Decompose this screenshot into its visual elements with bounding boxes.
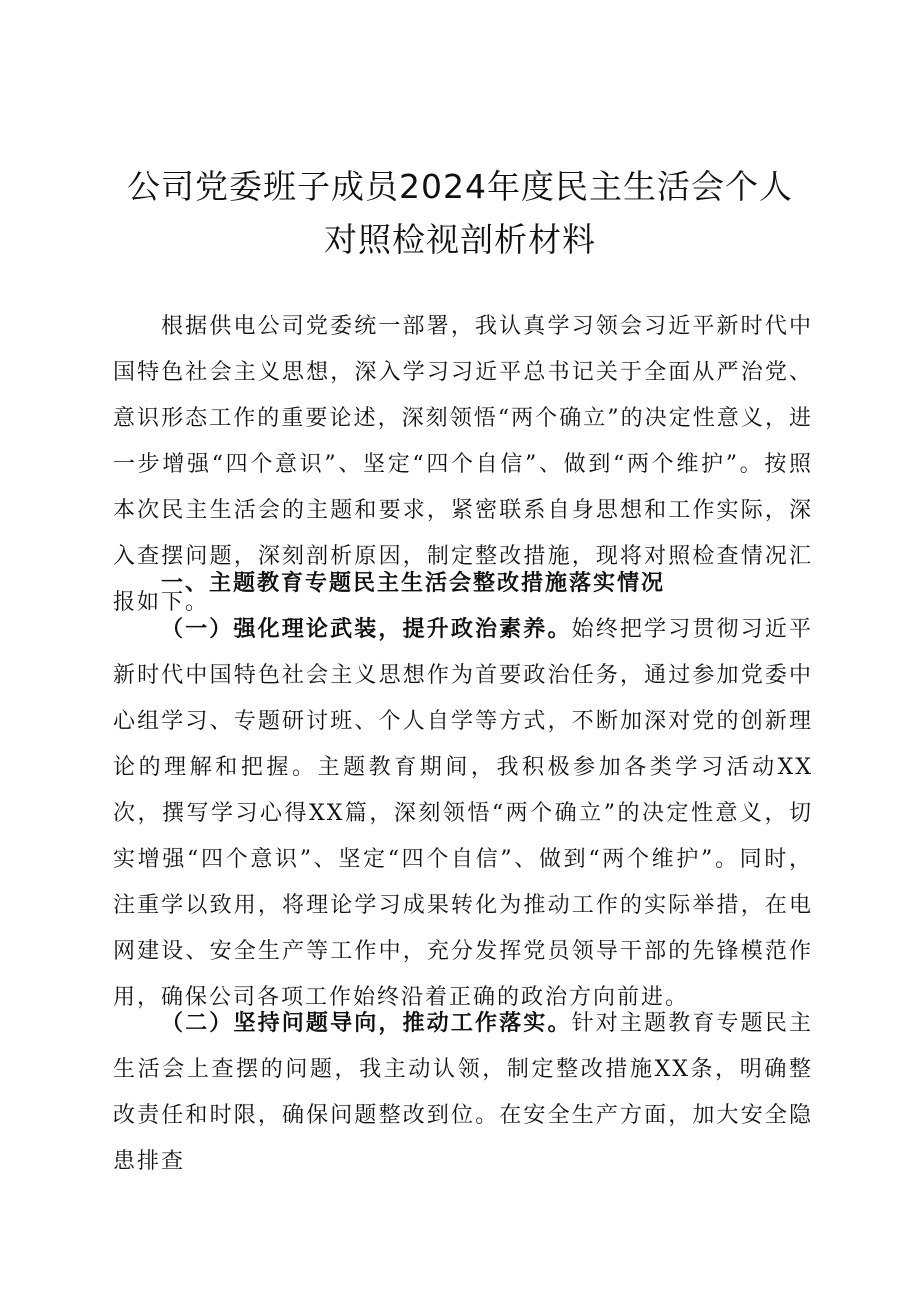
item2-lead: （二）坚持问题导向，推动工作落实。	[161, 1010, 572, 1036]
section1-heading: 一、主题教育专题民主生活会整改措施落实情况	[161, 570, 666, 596]
document-title-line1: 公司党委班子成员2024年度民主生活会个人	[127, 167, 793, 206]
item1-paragraph	[113, 606, 813, 1021]
item1-lead: （一）强化理论武装，提升政治素养。	[161, 616, 572, 642]
document-title-line2: 对照检视剖析材料	[324, 220, 596, 259]
item2-paragraph	[113, 1000, 813, 1185]
item1-body: 始终把学习贯彻习近平新时代中国特色社会主义思想作为首要政治任务，通过参加党委中心组学习、专题研讨班、个人自学等方式，不断加深对党的创新理论的理解和把握。主题教育期间，我积极参加各类学习活动XX次，撰写学习心得XX篇，深刻领悟“两个确立”的决定性意义，切实增强“四个意识”、坚定“四个自信”、做到“两个维护”。同时，注重学以致用，将理论学习成果转化为推动工作的实际举措，在电网建设、安全生产等工作中，充分发挥党员领导干部的先锋模范作用，确保公司各项工作始终沿着正确的政治方向前进。	[113, 617, 813, 1010]
intro-paragraph: 根据供电公司党委统一部署，我认真学习领会习近平新时代中国特色社会主义思想，深入学习习近平总书记关于全面从严治党、意识形态工作的重要论述，深刻领悟“两个确立”的决定性意义，进一步增强“四个意识”、坚定“四个自信”、做到“两个维护”。按照本次民主生活会的主题和要求，紧密联系自身思想和工作实际，深入查摆问题，深刻剖析原因，制定整改措施，现将对照检查情况汇报如下。	[113, 314, 813, 615]
item2-body: 针对主题教育专题民主生活会上查摆的问题，我主动认领，制定整改措施XX条，明确整改责任和时限，确保问题整改到位。在安全生产方面，加大安全隐患排查	[113, 1011, 813, 1174]
